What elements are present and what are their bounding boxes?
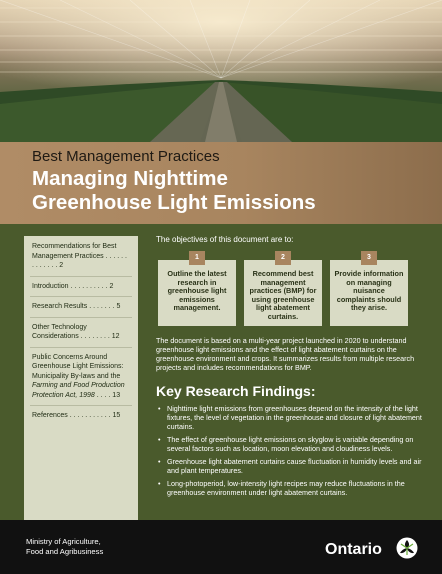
trillium-icon (396, 537, 418, 559)
bullet-icon: • (158, 479, 161, 488)
toc-title: Introduction (32, 282, 69, 290)
title-line-1: Managing Nighttime (32, 167, 228, 190)
toc-title: Recommendations for Best Management Practices (32, 243, 117, 260)
toc-title: Other Technology Considerations (32, 323, 87, 340)
toc-divider (30, 276, 132, 277)
document-title (32, 167, 432, 215)
toc-divider (30, 296, 132, 297)
finding-item (158, 479, 430, 497)
ministry-line-1: Ministry of Agriculture, (26, 537, 101, 546)
title-line-2: Greenhouse Light Emissions (32, 191, 316, 214)
finding-text: The effect of greenhouse light emissions on skyglow is variable depending on several factors such as location, moon elevation and cloudiness levels. (167, 435, 414, 453)
toc-page: 2 (59, 262, 64, 269)
toc-title: Research Results (32, 303, 88, 310)
bullet-icon: • (158, 457, 161, 466)
toc-item-introduction[interactable] (32, 282, 130, 292)
toc-item-recommendations[interactable] (32, 242, 130, 271)
toc-item-references[interactable] (32, 411, 130, 421)
objective-card (244, 254, 322, 326)
objectives-intro: The objectives of this document are to: (156, 235, 294, 244)
toc-title-emphasis: Farming and Food Production Protection Act, 1998 (32, 382, 125, 399)
objective-number: 1 (189, 251, 205, 265)
objectives-list (158, 252, 408, 328)
toc-dots: . . . . . . . . . . . . . (32, 252, 127, 269)
toc-page: 15 (112, 412, 121, 419)
summary-paragraph: The document is based on a multi-year project launched in 2020 to understand greenhouse light emissions and the effect of light abatement curtains on the greenhouse environment and crops. It summarizes results from multiple research projects and includes recommendations for BMP. (156, 336, 415, 372)
toc-item-research-results[interactable] (32, 302, 130, 312)
toc-title: Public Concerns Around Greenhouse Light Emissions: Municipality By-laws and the (32, 353, 124, 380)
greenhouse-photo (0, 0, 442, 142)
objective-text: Outline the latest research in greenhouse light emissions management. (167, 269, 227, 313)
finding-item (158, 435, 430, 453)
finding-text: Greenhouse light abatement curtains cause fluctuation in humidity levels and air and plant temperatures. (167, 457, 422, 475)
objective-text: Recommend best management practices (BMP) for using greenhouse light abatement curtains. (249, 269, 317, 321)
finding-item (158, 457, 430, 475)
toc-dots: . . . . . . . . . . (68, 282, 110, 290)
objective-card (330, 254, 408, 326)
toc-page: 12 (111, 333, 120, 340)
finding-text: Long-photoperiod, low-intensity light recipes may reduce fluctuations in the greenhouse environment under light abatement curtains. (167, 479, 405, 497)
table-of-contents (24, 236, 138, 526)
title-band (0, 142, 442, 224)
toc-divider (30, 317, 132, 318)
objective-number: 3 (361, 251, 377, 265)
greenhouse-illustration (0, 0, 442, 142)
findings-heading: Key Research Findings: (156, 383, 316, 399)
ministry-name (26, 537, 166, 557)
toc-item-public-concerns[interactable] (32, 353, 130, 401)
toc-divider (30, 347, 132, 348)
toc-page: 2 (109, 282, 114, 290)
toc-divider (30, 405, 132, 406)
ontario-wordmark: Ontario (325, 541, 382, 558)
ministry-line-2: Food and Agribusiness (26, 547, 104, 556)
finding-item (158, 404, 430, 431)
objective-text: Provide information on managing nuisance complaints should they arise. (334, 269, 404, 313)
toc-page: 13 (112, 391, 121, 399)
bullet-icon: • (158, 404, 161, 413)
toc-dots: . . . . . . . . (78, 333, 112, 340)
bullet-icon: • (158, 435, 161, 444)
objective-card (158, 254, 236, 326)
toc-dots: . . . . . . . . . . . (67, 412, 113, 419)
toc-page: 5 (116, 303, 121, 310)
toc-title: References (32, 412, 68, 419)
document-series: Best Management Practices (32, 148, 220, 165)
objective-number: 2 (275, 251, 291, 265)
toc-dots: . . . . . . . (87, 303, 117, 310)
toc-item-other-technology[interactable] (32, 323, 130, 342)
findings-list (158, 404, 430, 501)
finding-text: Nighttime light emissions from greenhouses depend on the intensity of the light fixtures, the level of vegetation in the greenhouse and closure of light abatement curtains. (167, 404, 422, 431)
toc-dots: . . . . (94, 391, 113, 399)
